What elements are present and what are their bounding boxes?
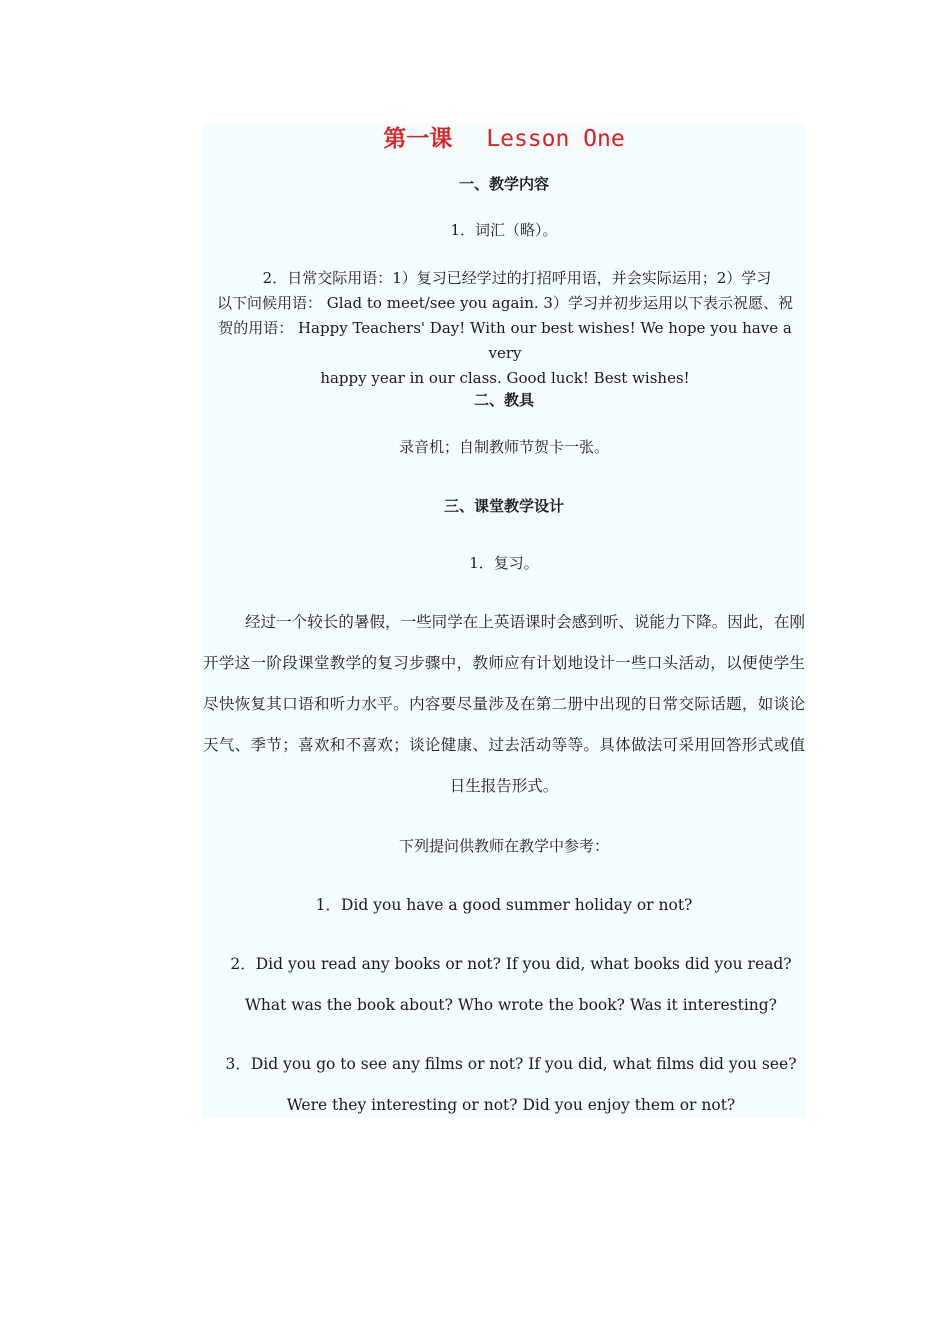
paragraph-line: 2．日常交际用语：1）复习已经学过的打招呼用语，并会实际运用；2）学习 (262, 269, 772, 287)
section-heading-teaching-content: 一、教学内容 (458, 175, 549, 193)
paragraph-line: happy year in our class. Good luck! Best wishes! (320, 369, 690, 387)
review-paragraph: 经过一个较长的暑假，一些同学在上英语课时会感到听、说能力下降。因此，在刚开学这一阶段课堂教学的复习步骤中，教师应有计划地设计一些口头活动，以便使学生尽快恢复其口语和听力水平。内容要尽量涉及在第二册中出现的日常交际话题，如谈论天气、季节；喜欢和不喜欢；谈论健康、过去活动等等。具体做法可采用回答形式或值日生报告形式。 (203, 613, 805, 795)
question-item: 2．Did you read any books or not? If you did, what books did you read? What was the book about? Who wrote the book? Was it interesting? (230, 955, 792, 1014)
daily-expressions-paragraph (206, 266, 804, 391)
title-english: Lesson One (486, 126, 625, 152)
question-item: 1．Did you have a good summer holiday or not? (315, 896, 693, 914)
review-subheading: 1．复习。 (469, 554, 539, 572)
section-heading-teaching-aids: 二、教具 (473, 391, 534, 409)
vocabulary-item: 1．词汇（略）。 (450, 221, 558, 239)
section-heading-lesson-design: 三、课堂教学设计 (443, 497, 564, 515)
teaching-aids-text: 录音机；自制教师节贺卡一张。 (398, 438, 609, 456)
paragraph-line: 以下问候用语： Glad to meet/see you again. 3）学习并初步运用以下表示祝愿、祝 (217, 294, 793, 312)
paragraph-line: 贺的用语： Happy Teachers' Day! With our best wishes! We hope you have a very (218, 319, 792, 362)
title-chinese: 第一课 (383, 125, 453, 152)
page-title (202, 124, 806, 154)
question-item: 3．Did you go to see any films or not? If you did, what films did you see? Were they interesting or not? Did you enjoy them or not? (225, 1055, 797, 1114)
questions-intro: 下列提问供教师在教学中参考： (398, 837, 609, 855)
